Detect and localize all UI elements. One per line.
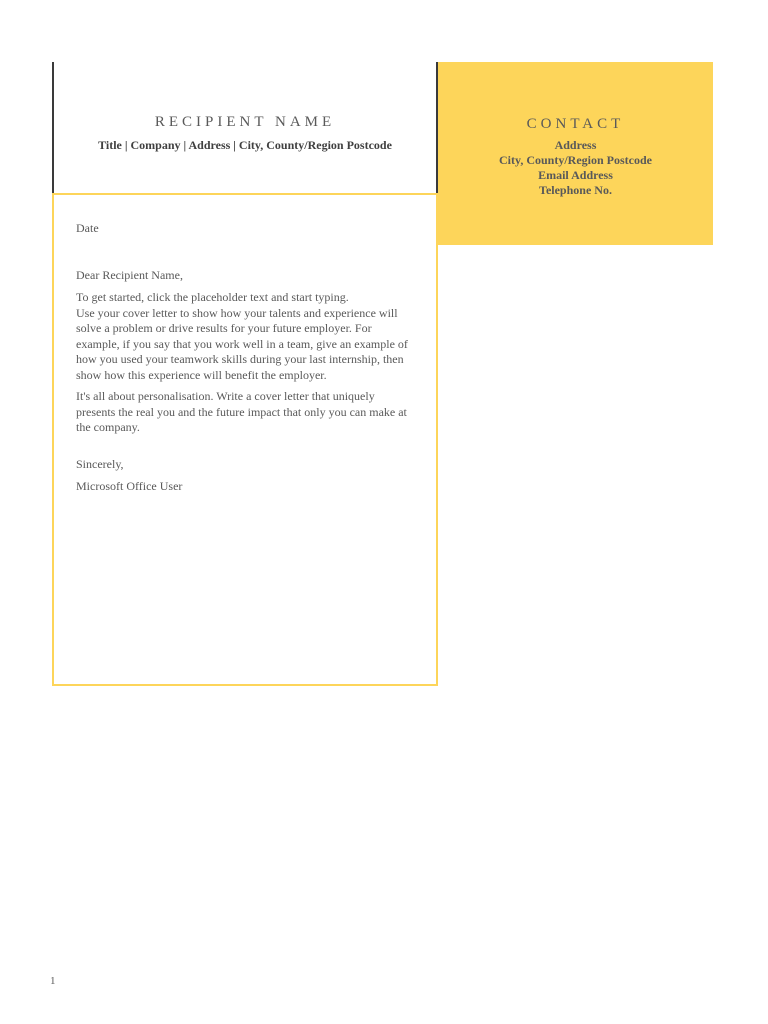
contact-city-postcode[interactable]: City, County/Region Postcode — [499, 153, 652, 167]
contact-email[interactable]: Email Address — [538, 168, 613, 182]
recipient-details[interactable]: Title | Company | Address | City, County/Region Postcode — [98, 138, 392, 152]
contact-lines — [438, 138, 713, 198]
letter-salutation[interactable]: Dear Recipient Name, — [76, 267, 183, 282]
recipient-header — [52, 62, 438, 194]
contact-heading: CONTACT — [526, 116, 625, 132]
contact-telephone[interactable]: Telephone No. — [539, 183, 612, 197]
letter-signature[interactable]: Microsoft Office User — [76, 479, 183, 493]
letter-closing[interactable]: Sincerely, — [76, 456, 124, 471]
letter-date[interactable]: Date — [76, 221, 99, 235]
letter-paragraph[interactable]: Use your cover letter to show how your talents and experience will solve a problem or drive results for your future employer. For example, if you say that you work well in a team, give an example of how you used your teamwork skills during your last internship, then show how this experience will benefit the employer. — [76, 305, 408, 382]
letter-body — [52, 193, 438, 686]
letter-paragraph[interactable]: It's all about personalisation. Write a cover letter that uniquely presents the real you and the future impact that only you can make at the company. — [76, 389, 407, 434]
page-number: 1 — [50, 975, 56, 987]
letter-paragraph[interactable]: To get started, click the placeholder text and start typing. — [76, 290, 349, 304]
contact-address[interactable]: Address — [554, 138, 597, 152]
contact-panel — [438, 62, 713, 245]
recipient-name[interactable]: RECIPIENT NAME — [154, 114, 336, 130]
letter-content — [76, 221, 411, 495]
